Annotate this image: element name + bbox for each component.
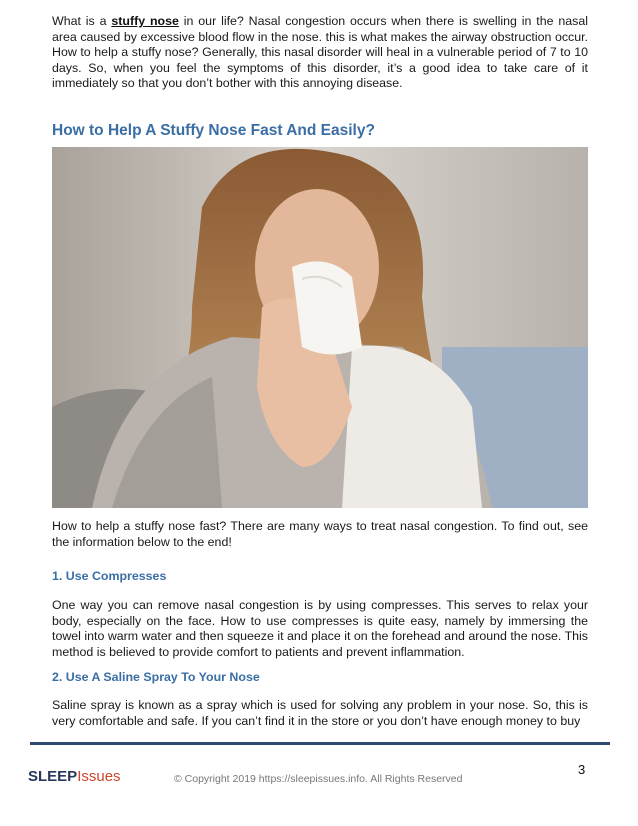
after-image-block: [52, 519, 588, 550]
intro-text-after: in our life? Nasal congestion occurs when there is swelling in the nasal area caused by excessive blood flow in the nose. this is what makes the airway obstruction occur. How to help a stuffy nose? Generally, this nasal disorder will heal in a vulnerable period of 7 to 10 days. So, when you feel the symptoms of this disorder, it’s a good idea to take care of it immediately so that you don’t bother with this annoying disease.: [52, 14, 588, 91]
section-heading: How to Help A Stuffy Nose Fast And Easily?: [52, 122, 375, 139]
logo-word-issues: Issues: [77, 768, 121, 785]
after-image-paragraph: How to help a stuffy nose fast? There are many ways to treat nasal congestion. To find out, see the information below to the end!: [52, 519, 588, 549]
intro-text-before: What is a: [52, 14, 112, 28]
section-1-title: 1. Use Compresses: [52, 569, 167, 583]
intro-paragraph: [52, 14, 588, 92]
section-1-body: One way you can remove nasal congestion is by using compresses. This serves to relax your body, especially on the face. How to use compresses is quite easy, namely by immersing the towel into warm water and then squeeze it and place it on the forehead and around the nose. This method is believed to provide comfort to patients and prevent inflammation.: [52, 598, 588, 659]
section-2-body-block: [52, 698, 588, 729]
logo-word-sleep: SLEEP: [28, 768, 78, 785]
footer-divider: [30, 742, 610, 745]
section-2: [52, 670, 588, 684]
section-1-body-block: [52, 598, 588, 660]
sleep-issues-logo: [28, 768, 121, 785]
section-2-title: 2. Use A Saline Spray To Your Nose: [52, 670, 260, 684]
copyright-text: © Copyright 2019 https://sleepissues.info. All Rights Reserved: [174, 773, 463, 785]
stuffy-nose-link[interactable]: stuffy nose: [111, 14, 179, 28]
page-number: 3: [578, 762, 586, 777]
intro-paragraph-block: [52, 14, 588, 92]
section-1: [52, 569, 588, 583]
woman-sneezing-photo: [52, 147, 588, 508]
section-2-body: Saline spray is known as a spray which is used for solving any problem in your nose. So, this is very comfortable and safe. If you can’t find it in the store or you don’t have enough money to buy: [52, 698, 588, 728]
